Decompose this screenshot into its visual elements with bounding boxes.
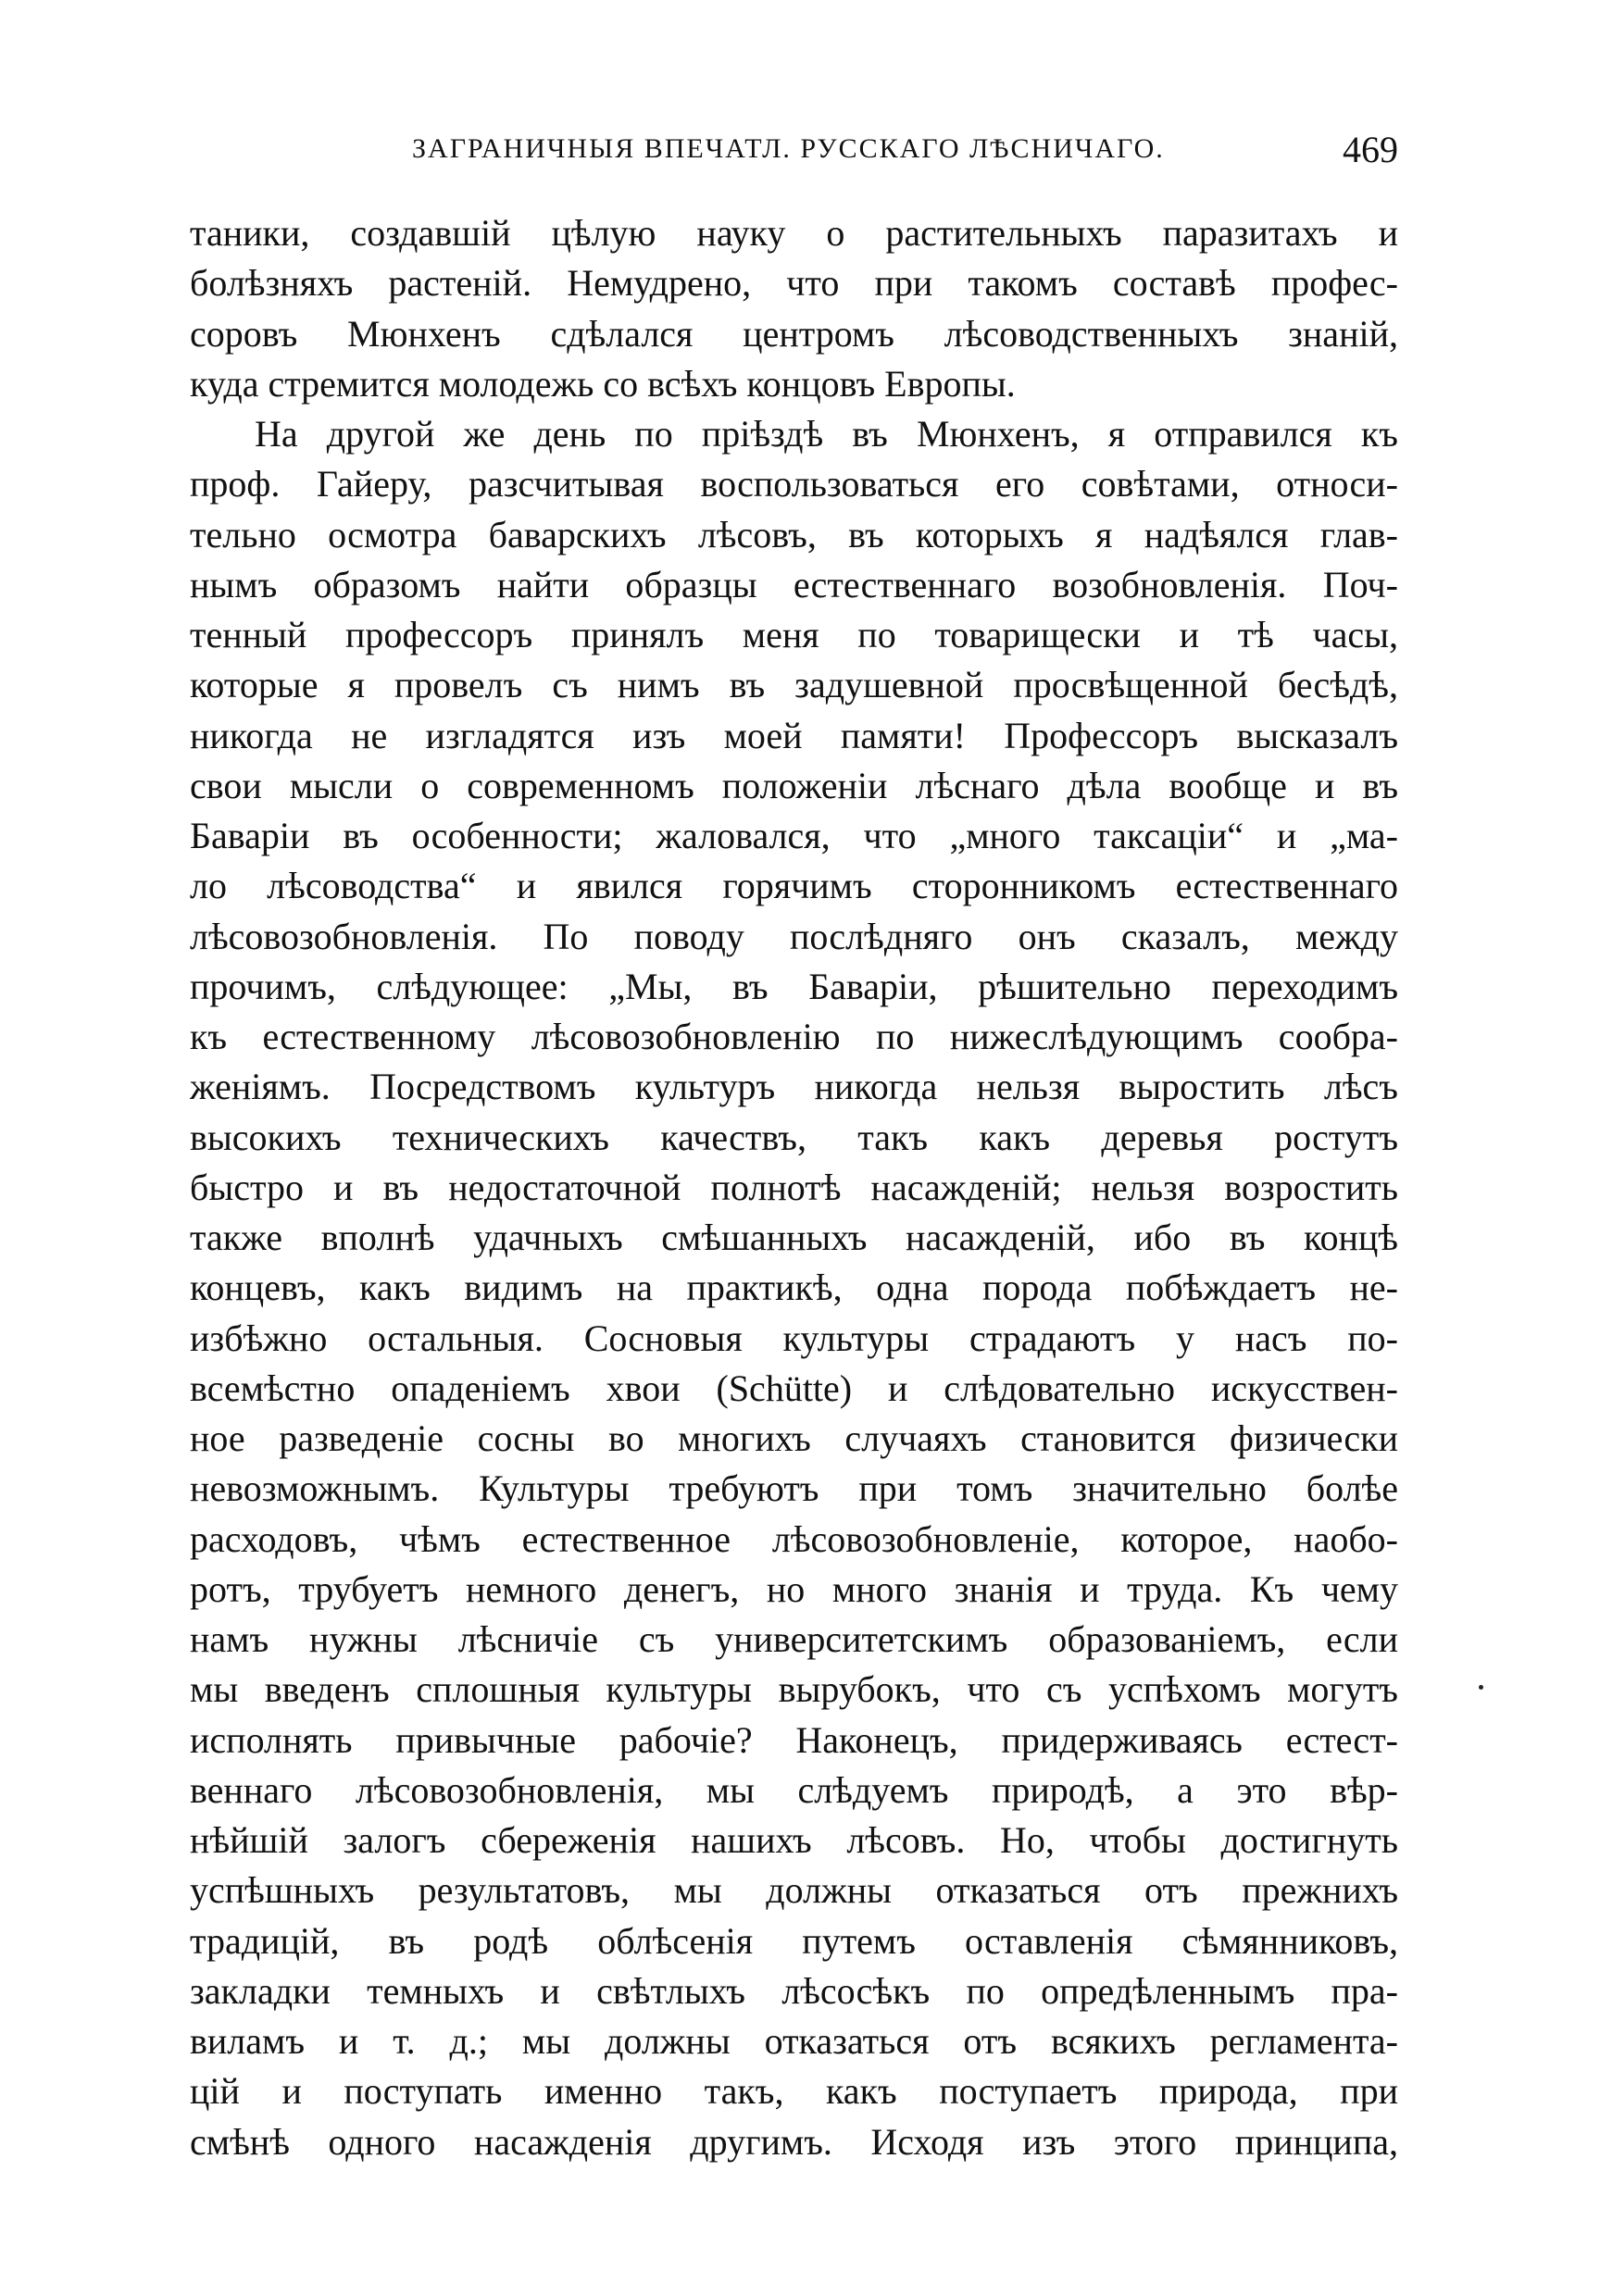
text-line: быстро и въ недостаточной полнотѣ насажденій; нельзя возростить xyxy=(190,1166,1398,1208)
text-line: прочимъ, слѣдующее: „Мы, въ Баваріи, рѣшительно переходимъ xyxy=(190,965,1398,1007)
text-line: которые я провелъ съ нимъ въ задушевной просвѣщенной бесѣдѣ, xyxy=(190,664,1398,706)
text-line: тенный профессоръ принялъ меня по товарищески и тѣ часы, xyxy=(190,614,1398,655)
ink-speck xyxy=(1479,1685,1483,1690)
text-line: всемѣстно опаденіемъ хвои (Schütte) и слѣдовательно искусствен- xyxy=(190,1366,1398,1409)
text-line: нѣйшій залогъ сбереженія нашихъ лѣсовъ. Но, чтобы достигнуть xyxy=(190,1819,1398,1861)
text-line: таники, создавшій цѣлую науку о растительныхъ паразитахъ и xyxy=(190,212,1398,254)
text-line: никогда не изгладятся изъ моей памяти! Профессоръ высказалъ xyxy=(190,714,1398,756)
text-line: расходовъ, чѣмъ естественное лѣсовозобновленіе, которое, наобо- xyxy=(190,1517,1398,1560)
text-line: намъ нужны лѣсничіе съ университетскимъ образованіемъ, если xyxy=(190,1618,1398,1660)
text-line: смѣнѣ одного насажденія другимъ. Исходя изъ этого принципа, xyxy=(190,2120,1398,2163)
text-line: тельно осмотра баварскихъ лѣсовъ, въ которыхъ я надѣялся глав- xyxy=(190,513,1398,555)
text-line: Баваріи въ особенности; жаловался, что „много таксаціи“ и „ма- xyxy=(190,815,1398,856)
body-text xyxy=(190,208,1398,2167)
text-line: закладки темныхъ и свѣтлыхъ лѣсосѣкъ по опредѣленнымъ пра- xyxy=(190,1969,1398,2012)
text-line: лѣсовозобновленія. По поводу послѣдняго онъ сказалъ, между xyxy=(190,915,1398,957)
text-line: традицій, въ родѣ облѣсенія путемъ оставленія сѣмянниковъ, xyxy=(190,1919,1398,1962)
text-line: исполнять привычные рабочіе? Наконецъ, придерживаясь естест- xyxy=(190,1718,1398,1761)
text-line: цій и поступать именно такъ, какъ поступаетъ природа, при xyxy=(190,2070,1398,2113)
text-line: виламъ и т. д.; мы должны отказаться отъ всякихъ регламента- xyxy=(190,2020,1398,2062)
text-line: веннаго лѣсовозобновленія, мы слѣдуемъ природѣ, а это вѣр- xyxy=(190,1768,1398,1811)
page-number: 469 xyxy=(1343,129,1398,170)
text-line: ное разведеніе сосны во многихъ случаяхъ становится физически xyxy=(190,1417,1398,1459)
text-line: куда стремится молодежь со всѣхъ концовъ Европы. xyxy=(190,362,1016,405)
text-line: концевъ, какъ видимъ на практикѣ, одна порода побѣждаетъ не- xyxy=(190,1267,1398,1309)
text-line: болѣзняхъ растеній. Немудрено, что при такомъ составѣ профес- xyxy=(190,262,1398,305)
text-line: невозможнымъ. Культуры требуютъ при томъ значительно болѣе xyxy=(190,1467,1398,1510)
text-line: нымъ образомъ найти образцы естественнаго возобновленія. Поч- xyxy=(190,563,1398,605)
text-line: избѣжно остальныя. Сосновыя культуры страдаютъ у насъ по- xyxy=(190,1316,1398,1359)
text-line: высокихъ техническихъ качествъ, такъ какъ деревья ростутъ xyxy=(190,1116,1398,1158)
running-head xyxy=(190,128,1398,174)
text-line: также вполнѣ удачныхъ смѣшанныхъ насажденій, ибо въ концѣ xyxy=(190,1217,1398,1258)
running-title: ЗАГРАНИЧНЫЯ ВПЕЧАТЛ. РУССКАГО ЛѢСНИЧАГО. xyxy=(412,133,1165,164)
text-line: успѣшныхъ результатовъ, мы должны отказаться отъ прежнихъ xyxy=(190,1869,1398,1912)
text-line: женіямъ. Посредствомъ культуръ никогда нельзя выростить лѣсъ xyxy=(190,1066,1398,1108)
text-line: ло лѣсоводства“ и явился горячимъ сторонникомъ естественнаго xyxy=(190,865,1398,907)
text-line: проф. Гайеру, разсчитывая воспользоваться его совѣтами, относи- xyxy=(190,463,1398,505)
text-line: соровъ Мюнхенъ сдѣлался центромъ лѣсоводственныхъ знаній, xyxy=(190,312,1398,355)
text-line: къ естественному лѣсовозобновленію по нижеслѣдующимъ сообра- xyxy=(190,1016,1398,1057)
paragraph-start-line: На другой же день по пріѣздѣ въ Мюнхенъ, я отправился къ xyxy=(255,413,1398,455)
text-line: свои мысли о современномъ положеніи лѣснаго дѣла вообще и въ xyxy=(190,764,1398,806)
text-line: мы введенъ сплошныя культуры вырубокъ, что съ успѣхомъ могутъ xyxy=(190,1668,1398,1711)
text-line: ротъ, трубуетъ немного денегъ, но много знанія и труда. Къ чему xyxy=(190,1567,1398,1610)
